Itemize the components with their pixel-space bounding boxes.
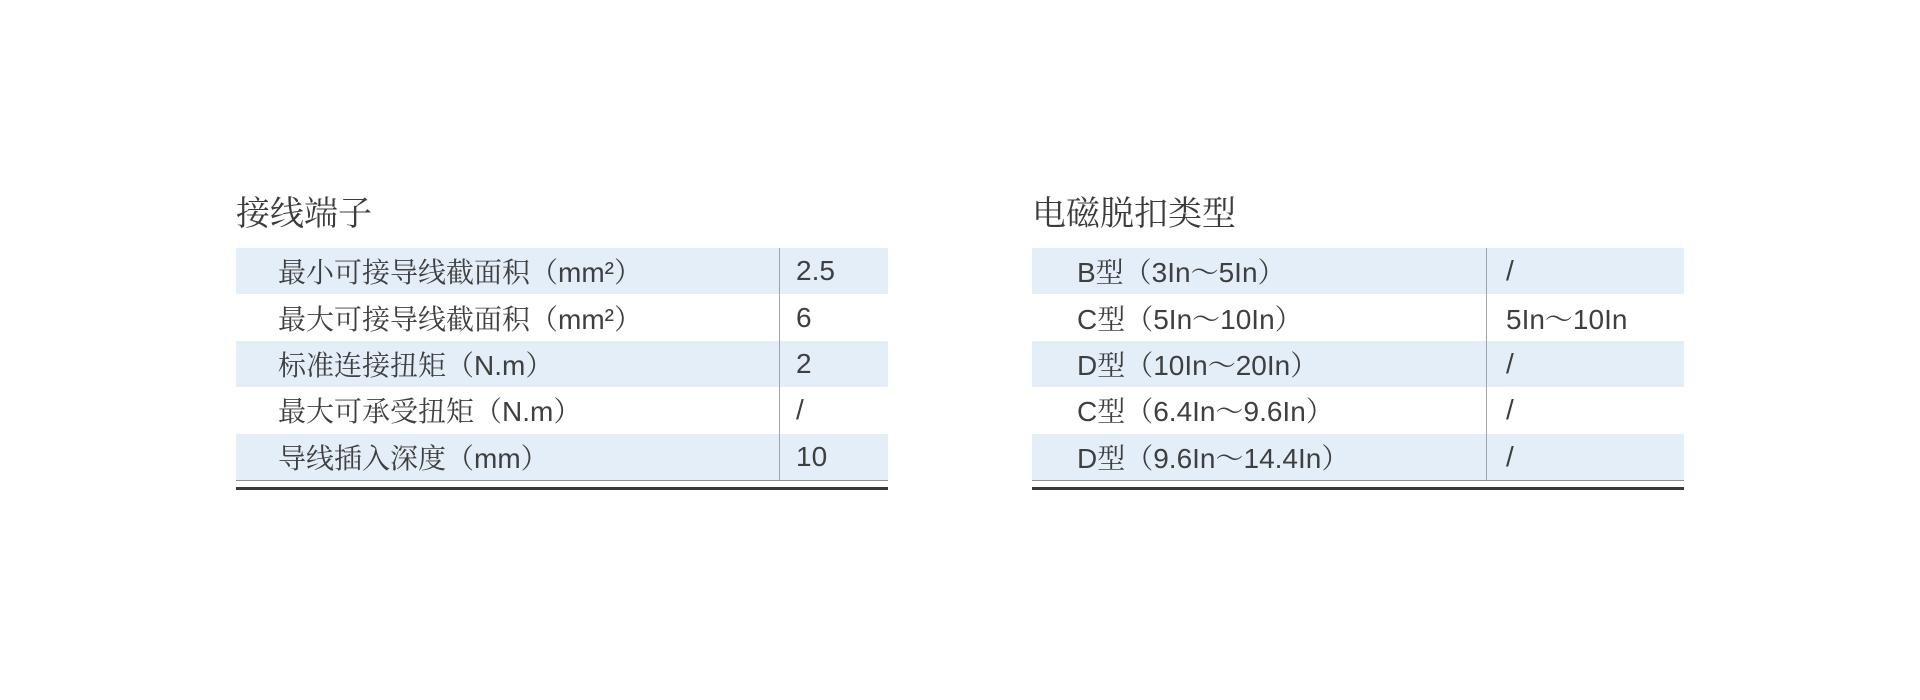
row-value: / bbox=[1506, 255, 1514, 287]
row-label: 标准连接扭矩（N.m） bbox=[236, 341, 780, 387]
table-bottom-rule bbox=[1032, 487, 1684, 490]
table-row bbox=[236, 434, 888, 480]
row-label: 导线插入深度（mm） bbox=[236, 434, 780, 480]
row-label: C型（5In～10In） bbox=[1032, 294, 1487, 340]
magnetic-trip-spec-section bbox=[1032, 193, 1684, 490]
row-value: / bbox=[1506, 394, 1514, 426]
row-label: D型（9.6In～14.4In） bbox=[1032, 434, 1487, 480]
row-value: 2.5 bbox=[796, 255, 835, 287]
table-row bbox=[236, 248, 888, 294]
row-value: 2 bbox=[796, 347, 812, 379]
row-label: 最大可接导线截面积（mm²） bbox=[236, 294, 780, 340]
table-row bbox=[1032, 294, 1684, 340]
terminal-spec-section bbox=[236, 193, 888, 490]
table-bottom-rule bbox=[236, 487, 888, 490]
row-label: D型（10In～20In） bbox=[1032, 341, 1487, 387]
row-value: / bbox=[1506, 347, 1514, 379]
table-row bbox=[1032, 341, 1684, 387]
row-label: C型（6.4In～9.6In） bbox=[1032, 387, 1487, 433]
table-title-terminal: 接线端子 bbox=[236, 195, 372, 233]
row-label: 最小可接导线截面积（mm²） bbox=[236, 248, 780, 294]
row-value: 10 bbox=[796, 440, 828, 472]
magnetic-trip-spec-table bbox=[1032, 248, 1684, 481]
table-row bbox=[1032, 387, 1684, 433]
table-row bbox=[236, 341, 888, 387]
row-value: 6 bbox=[796, 301, 812, 333]
table-title-magnetic-trip: 电磁脱扣类型 bbox=[1032, 195, 1236, 233]
table-row bbox=[1032, 434, 1684, 480]
row-label: 最大可承受扭矩（N.m） bbox=[236, 387, 780, 433]
row-value: / bbox=[1506, 440, 1514, 472]
terminal-spec-table bbox=[236, 248, 888, 481]
row-value: 5In～10In bbox=[1506, 303, 1628, 335]
table-row bbox=[236, 294, 888, 340]
table-row bbox=[1032, 248, 1684, 294]
row-value: / bbox=[796, 394, 804, 426]
table-row bbox=[236, 387, 888, 433]
row-label: B型（3In～5In） bbox=[1032, 248, 1487, 294]
